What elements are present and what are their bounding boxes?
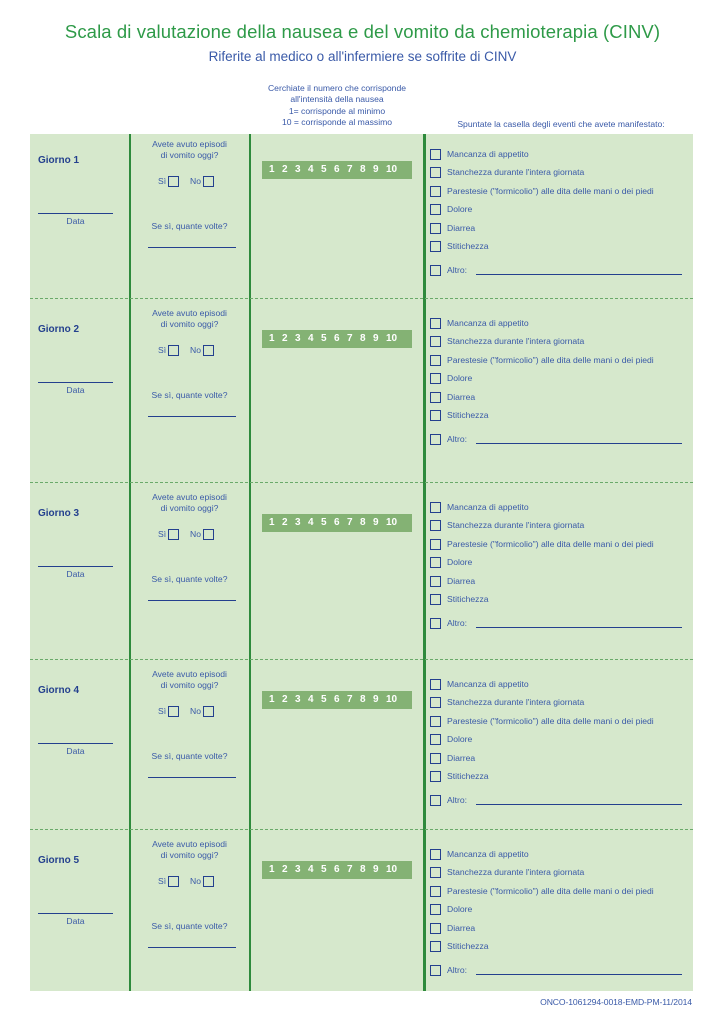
event-label: Stitichezza xyxy=(447,941,489,951)
yes-option xyxy=(158,529,179,540)
scale-number-9[interactable]: 9 xyxy=(373,164,379,175)
event-checkbox[interactable] xyxy=(430,771,441,782)
date-line[interactable] xyxy=(38,743,113,744)
event-checkbox[interactable] xyxy=(430,753,441,764)
event-item xyxy=(430,241,489,252)
scale-number-7[interactable]: 7 xyxy=(347,864,353,875)
other-line[interactable] xyxy=(476,443,682,444)
no-option xyxy=(190,345,214,356)
scale-number-5[interactable]: 5 xyxy=(321,333,327,344)
event-item xyxy=(430,318,529,329)
event-label: Dolore xyxy=(447,904,473,914)
scale-number-5[interactable]: 5 xyxy=(321,694,327,705)
scale-number-6[interactable]: 6 xyxy=(334,333,340,344)
event-checkbox[interactable] xyxy=(430,734,441,745)
event-item xyxy=(430,753,475,764)
other-item xyxy=(430,265,467,276)
scale-number-5[interactable]: 5 xyxy=(321,517,327,528)
event-item xyxy=(430,557,472,568)
event-checkbox[interactable] xyxy=(430,923,441,934)
date-label: Data xyxy=(66,746,85,756)
scale-number-9[interactable]: 9 xyxy=(373,694,379,705)
scale-number-5[interactable]: 5 xyxy=(321,864,327,875)
event-label: Dolore xyxy=(447,557,473,567)
day-label: Giorno 3 xyxy=(38,508,80,519)
form-title: Scala di valutazione della nausea e del vomito da chemioterapia (CINV) xyxy=(64,21,661,42)
no-option xyxy=(190,176,214,187)
event-item xyxy=(430,771,489,782)
event-checkbox[interactable] xyxy=(430,904,441,915)
scale-number-7[interactable]: 7 xyxy=(347,517,353,528)
no-label: No xyxy=(190,706,201,716)
scale-number-2[interactable]: 2 xyxy=(282,517,288,528)
form-subtitle: Riferite al medico o all'infermiere se soffrite di CINV xyxy=(208,49,517,64)
scale-number-1[interactable]: 1 xyxy=(269,333,275,344)
scale-instructions xyxy=(238,83,436,129)
vomit-question-line: Avete avuto episodi xyxy=(152,669,227,679)
scale-number-1[interactable]: 1 xyxy=(269,517,275,528)
scale-number-10[interactable]: 10 xyxy=(386,517,398,528)
how-many-label: Se sì, quante volte? xyxy=(151,221,228,231)
no-checkbox[interactable] xyxy=(203,876,214,887)
event-label: Stitichezza xyxy=(447,594,489,604)
event-checkbox[interactable] xyxy=(430,557,441,568)
scale-number-8[interactable]: 8 xyxy=(360,164,366,175)
day-label: Giorno 4 xyxy=(38,685,80,696)
other-checkbox[interactable] xyxy=(430,965,441,976)
day-label: Giorno 1 xyxy=(38,155,80,166)
how-many-label: Se sì, quante volte? xyxy=(151,574,228,584)
other-checkbox[interactable] xyxy=(430,795,441,806)
event-item xyxy=(430,167,584,178)
scale-number-10[interactable]: 10 xyxy=(386,164,398,175)
event-item xyxy=(430,923,475,934)
yes-option xyxy=(158,176,179,187)
event-checkbox[interactable] xyxy=(430,373,441,384)
no-option xyxy=(190,706,214,717)
scale-instruction-line: all'intensità della nausea xyxy=(290,94,384,105)
how-many-label: Se sì, quante volte? xyxy=(151,390,228,400)
event-checkbox[interactable] xyxy=(430,502,441,513)
event-checkbox[interactable] xyxy=(430,167,441,178)
event-label: Dolore xyxy=(447,373,473,383)
vomit-question xyxy=(142,839,237,862)
scale-number-10[interactable]: 10 xyxy=(386,864,398,875)
scale-number-2[interactable]: 2 xyxy=(282,694,288,705)
day-section xyxy=(30,659,693,819)
event-label: Stitichezza xyxy=(447,410,489,420)
other-item xyxy=(430,795,467,806)
yes-label: Sì xyxy=(158,176,167,186)
event-label: Stanchezza durante l'intera giornata xyxy=(447,867,585,877)
how-many-label: Se sì, quante volte? xyxy=(151,751,228,761)
no-label: No xyxy=(190,176,201,186)
event-checkbox[interactable] xyxy=(430,223,441,234)
no-checkbox[interactable] xyxy=(203,529,214,540)
vomit-question-line: di vomito oggi? xyxy=(160,680,219,691)
nausea-scale xyxy=(262,861,412,879)
other-label: Altro: xyxy=(447,434,468,444)
yes-label: Sì xyxy=(158,876,167,886)
no-checkbox[interactable] xyxy=(203,706,214,717)
event-item xyxy=(430,373,472,384)
yes-checkbox[interactable] xyxy=(168,345,179,356)
footer-code: ONCO-1061294-0018-EMD-PM-11/2014 xyxy=(540,997,692,1007)
scale-number-1[interactable]: 1 xyxy=(269,864,275,875)
event-item xyxy=(430,149,529,160)
event-checkbox[interactable] xyxy=(430,149,441,160)
event-label: Mancanza di appetito xyxy=(447,318,529,328)
yes-label: Sì xyxy=(158,529,167,539)
day-section xyxy=(30,298,693,458)
event-label: Dolore xyxy=(447,734,473,744)
other-line[interactable] xyxy=(476,627,682,628)
event-checkbox[interactable] xyxy=(430,186,441,197)
scale-number-10[interactable]: 10 xyxy=(386,694,398,705)
event-label: Stanchezza durante l'intera giornata xyxy=(447,520,585,530)
event-checkbox[interactable] xyxy=(430,410,441,421)
yes-label: Sì xyxy=(158,345,167,355)
day-section xyxy=(30,482,693,642)
event-item xyxy=(430,355,654,366)
event-item xyxy=(430,410,489,421)
event-label: Stitichezza xyxy=(447,241,489,251)
vomit-question-line: di vomito oggi? xyxy=(160,319,219,330)
scale-number-6[interactable]: 6 xyxy=(334,164,340,175)
event-label: Stanchezza durante l'intera giornata xyxy=(447,336,585,346)
scale-number-8[interactable]: 8 xyxy=(360,694,366,705)
day-section xyxy=(30,829,693,989)
date-line[interactable] xyxy=(38,213,113,214)
event-item xyxy=(430,576,475,587)
scale-number-3[interactable]: 3 xyxy=(295,164,301,175)
event-label: Parestesie ("formicolio") alle dita delle mani o dei piedi xyxy=(447,186,654,196)
scale-number-4[interactable]: 4 xyxy=(308,164,314,175)
event-item xyxy=(430,904,472,915)
event-label: Parestesie ("formicolio") alle dita delle mani o dei piedi xyxy=(447,539,654,549)
scale-number-2[interactable]: 2 xyxy=(282,164,288,175)
how-many-line[interactable] xyxy=(148,600,236,601)
other-checkbox[interactable] xyxy=(430,618,441,629)
scale-number-9[interactable]: 9 xyxy=(373,333,379,344)
scale-number-3[interactable]: 3 xyxy=(295,694,301,705)
event-label: Parestesie ("formicolio") alle dita delle mani o dei piedi xyxy=(447,355,654,365)
event-item xyxy=(430,941,489,952)
other-line[interactable] xyxy=(476,274,682,275)
date-line[interactable] xyxy=(38,382,113,383)
event-label: Mancanza di appetito xyxy=(447,679,529,689)
scale-number-6[interactable]: 6 xyxy=(334,864,340,875)
event-label: Mancanza di appetito xyxy=(447,849,529,859)
event-label: Parestesie ("formicolio") alle dita delle mani o dei piedi xyxy=(447,716,654,726)
vomit-question-line: di vomito oggi? xyxy=(160,150,219,161)
no-checkbox[interactable] xyxy=(203,176,214,187)
event-checkbox[interactable] xyxy=(430,336,441,347)
vomit-question xyxy=(142,492,237,515)
other-checkbox[interactable] xyxy=(430,434,441,445)
nausea-scale xyxy=(262,514,412,532)
other-label: Altro: xyxy=(447,795,468,805)
event-item xyxy=(430,849,529,860)
scale-number-3[interactable]: 3 xyxy=(295,864,301,875)
event-label: Diarrea xyxy=(447,223,476,233)
day-label: Giorno 5 xyxy=(38,855,80,866)
scale-number-8[interactable]: 8 xyxy=(360,864,366,875)
yes-checkbox[interactable] xyxy=(168,529,179,540)
event-checkbox[interactable] xyxy=(430,539,441,550)
scale-number-2[interactable]: 2 xyxy=(282,864,288,875)
scale-number-4[interactable]: 4 xyxy=(308,694,314,705)
other-checkbox[interactable] xyxy=(430,265,441,276)
event-checkbox[interactable] xyxy=(430,576,441,587)
event-item xyxy=(430,520,584,531)
event-label: Parestesie ("formicolio") alle dita delle mani o dei piedi xyxy=(447,886,654,896)
scale-number-6[interactable]: 6 xyxy=(334,694,340,705)
date-line[interactable] xyxy=(38,566,113,567)
yes-checkbox[interactable] xyxy=(168,706,179,717)
event-label: Mancanza di appetito xyxy=(447,502,529,512)
event-checkbox[interactable] xyxy=(430,318,441,329)
scale-number-1[interactable]: 1 xyxy=(269,164,275,175)
event-checkbox[interactable] xyxy=(430,520,441,531)
vomit-question-line: Avete avuto episodi xyxy=(152,492,227,502)
scale-number-2[interactable]: 2 xyxy=(282,333,288,344)
event-item xyxy=(430,594,489,605)
scale-number-3[interactable]: 3 xyxy=(295,517,301,528)
date-label: Data xyxy=(66,216,85,226)
no-checkbox[interactable] xyxy=(203,345,214,356)
event-item xyxy=(430,697,584,708)
other-item xyxy=(430,618,467,629)
other-item xyxy=(430,434,467,445)
vomit-question-line: di vomito oggi? xyxy=(160,503,219,514)
scale-number-3[interactable]: 3 xyxy=(295,333,301,344)
other-line[interactable] xyxy=(476,804,682,805)
event-checkbox[interactable] xyxy=(430,867,441,878)
how-many-line[interactable] xyxy=(148,947,236,948)
event-item xyxy=(430,186,654,197)
event-checkbox[interactable] xyxy=(430,886,441,897)
yes-label: Sì xyxy=(158,706,167,716)
scale-number-9[interactable]: 9 xyxy=(373,864,379,875)
event-checkbox[interactable] xyxy=(430,697,441,708)
event-item xyxy=(430,716,654,727)
vomit-question-line: Avete avuto episodi xyxy=(152,139,227,149)
other-label: Altro: xyxy=(447,618,468,628)
vomit-question xyxy=(142,669,237,692)
yes-option xyxy=(158,876,179,887)
no-option xyxy=(190,529,214,540)
nausea-scale xyxy=(262,691,412,709)
vomit-question-line: Avete avuto episodi xyxy=(152,839,227,849)
no-label: No xyxy=(190,876,201,886)
event-item xyxy=(430,679,529,690)
scale-number-4[interactable]: 4 xyxy=(308,517,314,528)
event-item xyxy=(430,867,584,878)
scale-number-5[interactable]: 5 xyxy=(321,164,327,175)
event-item xyxy=(430,336,584,347)
event-item xyxy=(430,539,654,550)
yes-checkbox[interactable] xyxy=(168,876,179,887)
event-checkbox[interactable] xyxy=(430,716,441,727)
scale-number-4[interactable]: 4 xyxy=(308,333,314,344)
scale-instruction-line: Cerchiate il numero che corrisponde xyxy=(267,83,407,93)
day-section xyxy=(30,134,693,294)
yes-option xyxy=(158,345,179,356)
scale-number-7[interactable]: 7 xyxy=(347,333,353,344)
yes-checkbox[interactable] xyxy=(168,176,179,187)
scale-number-4[interactable]: 4 xyxy=(308,864,314,875)
scale-number-9[interactable]: 9 xyxy=(373,517,379,528)
date-label: Data xyxy=(66,916,85,926)
vomit-question xyxy=(142,139,237,162)
event-checkbox[interactable] xyxy=(430,392,441,403)
nausea-scale xyxy=(262,330,412,348)
other-label: Altro: xyxy=(447,965,468,975)
event-checkbox[interactable] xyxy=(430,679,441,690)
scale-number-7[interactable]: 7 xyxy=(347,164,353,175)
other-item xyxy=(430,965,467,976)
event-item xyxy=(430,204,472,215)
how-many-line[interactable] xyxy=(148,247,236,248)
event-checkbox[interactable] xyxy=(430,941,441,952)
event-checkbox[interactable] xyxy=(430,241,441,252)
event-label: Stanchezza durante l'intera giornata xyxy=(447,697,585,707)
scale-instruction-line: 10 = corrisponde al massimo xyxy=(281,117,393,128)
other-line[interactable] xyxy=(476,974,682,975)
scale-number-8[interactable]: 8 xyxy=(360,517,366,528)
event-label: Diarrea xyxy=(447,392,476,402)
scale-instruction-line: 1= corrisponde al minimo xyxy=(288,105,386,116)
nausea-scale xyxy=(262,161,412,179)
event-checkbox[interactable] xyxy=(430,204,441,215)
other-label: Altro: xyxy=(447,265,468,275)
vomit-question-line: Avete avuto episodi xyxy=(152,308,227,318)
day-label: Giorno 2 xyxy=(38,324,80,335)
date-label: Data xyxy=(66,569,85,579)
date-line[interactable] xyxy=(38,913,113,914)
events-instruction: Spuntate la casella degli eventi che avete manifestato: xyxy=(457,119,665,129)
event-label: Diarrea xyxy=(447,753,476,763)
event-item xyxy=(430,734,472,745)
how-many-line[interactable] xyxy=(148,416,236,417)
event-item xyxy=(430,223,475,234)
scale-number-6[interactable]: 6 xyxy=(334,517,340,528)
event-label: Diarrea xyxy=(447,923,476,933)
event-label: Mancanza di appetito xyxy=(447,149,529,159)
scale-number-7[interactable]: 7 xyxy=(347,694,353,705)
vomit-question-line: di vomito oggi? xyxy=(160,850,219,861)
how-many-line[interactable] xyxy=(148,777,236,778)
scale-number-1[interactable]: 1 xyxy=(269,694,275,705)
event-item xyxy=(430,392,475,403)
event-checkbox[interactable] xyxy=(430,594,441,605)
event-checkbox[interactable] xyxy=(430,355,441,366)
vomit-question xyxy=(142,308,237,331)
yes-option xyxy=(158,706,179,717)
no-label: No xyxy=(190,345,201,355)
no-label: No xyxy=(190,529,201,539)
event-label: Dolore xyxy=(447,204,473,214)
date-label: Data xyxy=(66,385,85,395)
no-option xyxy=(190,876,214,887)
scale-number-10[interactable]: 10 xyxy=(386,333,398,344)
event-label: Stitichezza xyxy=(447,771,489,781)
scale-number-8[interactable]: 8 xyxy=(360,333,366,344)
how-many-label: Se sì, quante volte? xyxy=(151,921,228,931)
event-checkbox[interactable] xyxy=(430,849,441,860)
event-item xyxy=(430,502,529,513)
event-item xyxy=(430,886,654,897)
event-label: Stanchezza durante l'intera giornata xyxy=(447,167,585,177)
event-label: Diarrea xyxy=(447,576,476,586)
